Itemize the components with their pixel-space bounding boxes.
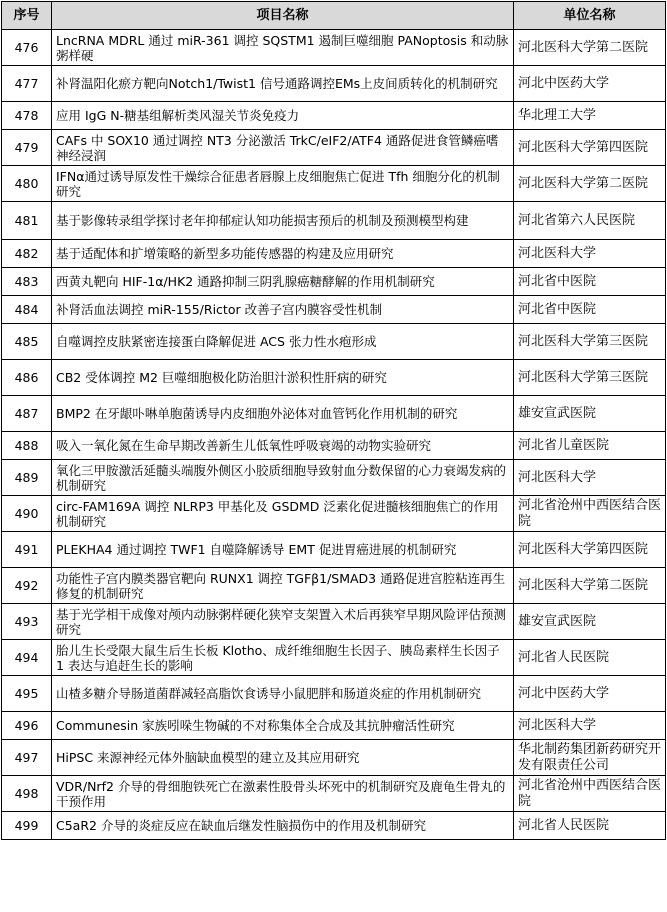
project-name: 吸入一氧化氮在生命早期改善新生儿低氧性呼吸衰竭的动物实验研究 bbox=[52, 432, 514, 460]
row-number: 494 bbox=[2, 640, 52, 676]
row-number: 479 bbox=[2, 130, 52, 166]
project-name: CB2 受体调控 M2 巨噬细胞极化防治胆汁淤积性肝病的研究 bbox=[52, 360, 514, 396]
table-row bbox=[2, 66, 666, 102]
unit-name: 河北医科大学 bbox=[514, 240, 666, 268]
unit-name: 河北省人民医院 bbox=[514, 812, 666, 840]
unit-name: 雄安宣武医院 bbox=[514, 604, 666, 640]
table-row bbox=[2, 268, 666, 296]
row-number: 484 bbox=[2, 296, 52, 324]
unit-name: 河北省中医院 bbox=[514, 268, 666, 296]
project-name: 补肾活血法调控 miR-155/Rictor 改善子宫内膜容受性机制 bbox=[52, 296, 514, 324]
table-row bbox=[2, 360, 666, 396]
unit-name: 雄安宣武医院 bbox=[514, 396, 666, 432]
row-number: 478 bbox=[2, 102, 52, 130]
row-number: 499 bbox=[2, 812, 52, 840]
table-row bbox=[2, 776, 666, 812]
project-name: 胎儿生长受限大鼠生后生长板 Klotho、成纤维细胞生长因子、胰岛素样生长因子 1 表达与追赶生长的影响 bbox=[52, 640, 514, 676]
row-number: 489 bbox=[2, 460, 52, 496]
table-row bbox=[2, 324, 666, 360]
row-number: 487 bbox=[2, 396, 52, 432]
row-number: 482 bbox=[2, 240, 52, 268]
project-name: 氧化三甲胺激活延髓头端腹外侧区小胶质细胞导致射血分数保留的心力衰竭发病的机制研究 bbox=[52, 460, 514, 496]
unit-name: 河北省沧州中西医结合医院 bbox=[514, 776, 666, 812]
row-number: 497 bbox=[2, 740, 52, 776]
table-row bbox=[2, 812, 666, 840]
header-number: 序号 bbox=[2, 2, 52, 30]
row-number: 481 bbox=[2, 202, 52, 240]
unit-name: 华北制药集团新药研究开发有限责任公司 bbox=[514, 740, 666, 776]
project-name: 自噬调控皮肤紧密连接蛋白降解促进 ACS 张力性水疱形成 bbox=[52, 324, 514, 360]
table-row bbox=[2, 30, 666, 66]
project-name: BMP2 在牙龈卟啉单胞菌诱导内皮细胞外泌体对血管钙化作用机制的研究 bbox=[52, 396, 514, 432]
project-name: 功能性子宫内膜类器官靶向 RUNX1 调控 TGFβ1/SMAD3 通路促进宫腔粘连再生修复的机制研究 bbox=[52, 568, 514, 604]
row-number: 493 bbox=[2, 604, 52, 640]
unit-name: 河北医科大学第二医院 bbox=[514, 568, 666, 604]
row-number: 496 bbox=[2, 712, 52, 740]
row-number: 486 bbox=[2, 360, 52, 396]
project-name: IFNα通过诱导原发性干燥综合征患者唇腺上皮细胞焦亡促进 Tfh 细胞分化的机制研究 bbox=[52, 166, 514, 202]
row-number: 488 bbox=[2, 432, 52, 460]
row-number: 491 bbox=[2, 532, 52, 568]
row-number: 483 bbox=[2, 268, 52, 296]
unit-name: 河北省第六人民医院 bbox=[514, 202, 666, 240]
unit-name: 河北医科大学第二医院 bbox=[514, 30, 666, 66]
row-number: 476 bbox=[2, 30, 52, 66]
unit-name: 河北省中医院 bbox=[514, 296, 666, 324]
table-row bbox=[2, 130, 666, 166]
row-number: 492 bbox=[2, 568, 52, 604]
unit-name: 河北医科大学第二医院 bbox=[514, 166, 666, 202]
row-number: 480 bbox=[2, 166, 52, 202]
unit-name: 河北医科大学第三医院 bbox=[514, 360, 666, 396]
table-row bbox=[2, 568, 666, 604]
table-row bbox=[2, 676, 666, 712]
unit-name: 河北中医药大学 bbox=[514, 676, 666, 712]
row-number: 485 bbox=[2, 324, 52, 360]
table-row bbox=[2, 640, 666, 676]
project-name: 西黄丸靶向 HIF-1α/HK2 通路抑制三阴乳腺癌糖酵解的作用机制研究 bbox=[52, 268, 514, 296]
project-name: HiPSC 来源神经元体外脑缺血模型的建立及其应用研究 bbox=[52, 740, 514, 776]
unit-name: 河北省人民医院 bbox=[514, 640, 666, 676]
table-row bbox=[2, 712, 666, 740]
table-row bbox=[2, 532, 666, 568]
row-number: 477 bbox=[2, 66, 52, 102]
project-name: 基于适配体和扩增策略的新型多功能传感器的构建及应用研究 bbox=[52, 240, 514, 268]
project-name: LncRNA MDRL 通过 miR-361 调控 SQSTM1 遏制巨噬细胞 PANoptosis 和动脉粥样硬 bbox=[52, 30, 514, 66]
project-name: circ-FAM169A 调控 NLRP3 甲基化及 GSDMD 泛素化促进髓核细胞焦亡的作用机制研究 bbox=[52, 496, 514, 532]
project-name: PLEKHA4 通过调控 TWF1 自噬降解诱导 EMT 促进胃癌进展的机制研究 bbox=[52, 532, 514, 568]
header-project-name: 项目名称 bbox=[52, 2, 514, 30]
unit-name: 华北理工大学 bbox=[514, 102, 666, 130]
unit-name: 河北医科大学 bbox=[514, 460, 666, 496]
table-row bbox=[2, 240, 666, 268]
project-table bbox=[1, 1, 666, 840]
table-row bbox=[2, 296, 666, 324]
table-row bbox=[2, 166, 666, 202]
row-number: 490 bbox=[2, 496, 52, 532]
row-number: 498 bbox=[2, 776, 52, 812]
table-row bbox=[2, 432, 666, 460]
unit-name: 河北省沧州中西医结合医院 bbox=[514, 496, 666, 532]
project-name: 山楂多糖介导肠道菌群减轻高脂饮食诱导小鼠肥胖和肠道炎症的作用机制研究 bbox=[52, 676, 514, 712]
project-name: Communesin 家族吲哚生物碱的不对称集体全合成及其抗肿瘤活性研究 bbox=[52, 712, 514, 740]
project-name: 基于影像转录组学探讨老年抑郁症认知功能损害预后的机制及预测模型构建 bbox=[52, 202, 514, 240]
table-row bbox=[2, 740, 666, 776]
table-row bbox=[2, 202, 666, 240]
header-unit-name: 单位名称 bbox=[514, 2, 666, 30]
project-name: 补肾温阳化瘀方靶向Notch1/Twist1 信号通路调控EMs上皮间质转化的机制研究 bbox=[52, 66, 514, 102]
project-name: CAFs 中 SOX10 通过调控 NT3 分泌激活 TrkC/eIF2/ATF4 通路促进食管鳞癌嗜神经浸润 bbox=[52, 130, 514, 166]
table-row bbox=[2, 496, 666, 532]
unit-name: 河北医科大学第四医院 bbox=[514, 532, 666, 568]
table-row bbox=[2, 396, 666, 432]
unit-name: 河北中医药大学 bbox=[514, 66, 666, 102]
project-name: 基于光学相干成像对颅内动脉粥样硬化狭窄支架置入术后再狭窄早期风险评估预测研究 bbox=[52, 604, 514, 640]
unit-name: 河北医科大学 bbox=[514, 712, 666, 740]
row-number: 495 bbox=[2, 676, 52, 712]
unit-name: 河北医科大学第三医院 bbox=[514, 324, 666, 360]
table-row bbox=[2, 604, 666, 640]
project-name: 应用 IgG N-糖基组解析类风湿关节炎免疫力 bbox=[52, 102, 514, 130]
table-row bbox=[2, 102, 666, 130]
project-name: C5aR2 介导的炎症反应在缺血后继发性脑损伤中的作用及机制研究 bbox=[52, 812, 514, 840]
table-header-row bbox=[2, 2, 666, 30]
table-row bbox=[2, 460, 666, 496]
unit-name: 河北省儿童医院 bbox=[514, 432, 666, 460]
project-name: VDR/Nrf2 介导的骨细胞铁死亡在激素性股骨头坏死中的机制研究及鹿龟生骨丸的干预作用 bbox=[52, 776, 514, 812]
unit-name: 河北医科大学第四医院 bbox=[514, 130, 666, 166]
